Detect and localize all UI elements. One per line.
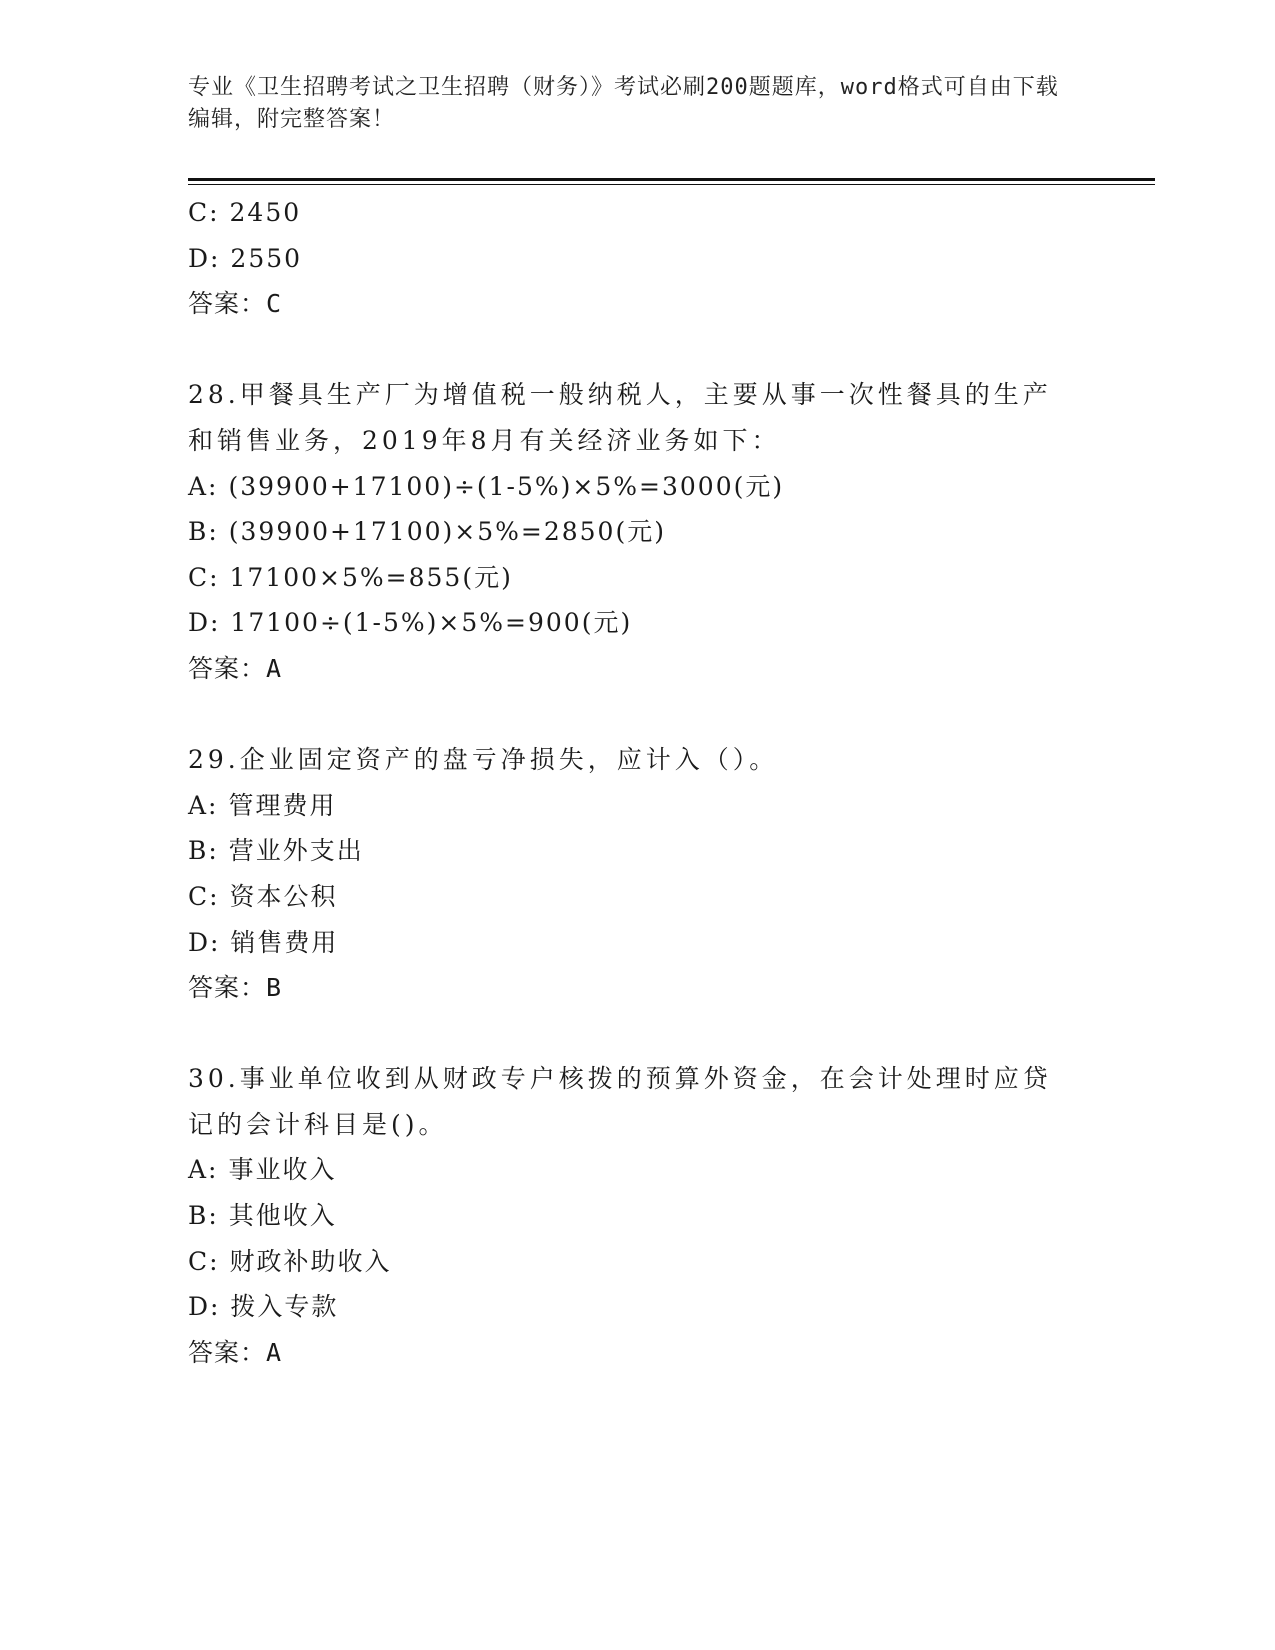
answer-line: 答案：A	[188, 653, 283, 683]
option-line	[188, 464, 1088, 510]
document-header: 专业《卫生招聘考试之卫生招聘（财务）》考试必刷200题题库，word格式可自由下载编辑，附完整答案！	[188, 75, 1059, 132]
question-text: 29.企业固定资产的盘亏净损失，应计入（）。	[188, 745, 779, 775]
option-key: D:	[188, 927, 221, 957]
option-key: C:	[188, 562, 220, 592]
option-text: 2550	[230, 243, 303, 273]
option-key: B:	[188, 1201, 219, 1231]
option-key: C:	[188, 1246, 220, 1276]
option-key: C:	[188, 198, 220, 227]
question-29	[188, 737, 1088, 1011]
option-line	[188, 874, 1088, 920]
option-text: 财政补助收入	[229, 1246, 392, 1276]
option-line	[188, 1193, 1088, 1239]
option-line	[188, 555, 1088, 601]
option-text: 事业收入	[228, 1155, 337, 1185]
option-text: 17100×5%=855(元)	[229, 562, 513, 592]
option-key: D:	[188, 243, 221, 273]
option-key: C:	[188, 881, 220, 911]
option-text: 2450	[229, 198, 302, 227]
option-key: A:	[188, 1155, 219, 1185]
option-key: B:	[188, 517, 219, 547]
spacer	[188, 1011, 1088, 1057]
question-28	[188, 372, 1088, 691]
option-text: 资本公积	[229, 881, 338, 911]
option-text: 其他收入	[228, 1201, 337, 1231]
option-key: D:	[188, 1292, 221, 1322]
carryover-block	[188, 190, 1088, 327]
question-text: 28.甲餐具生产厂为增值税一般纳税人，主要从事一次性餐具的生产和销售业务，2019年8月有关经济业务如下：	[188, 380, 1052, 455]
question-30	[188, 1056, 1088, 1375]
option-key: A:	[188, 790, 219, 820]
answer-line: 答案：B	[188, 973, 283, 1003]
answer-line: 答案：C	[188, 289, 283, 319]
answer-line: 答案：A	[188, 1337, 283, 1367]
option-text: (39900+17100)×5%=2850(元)	[228, 517, 666, 547]
option-line	[188, 509, 1088, 555]
spacer	[188, 692, 1088, 738]
question-list	[188, 190, 1088, 1375]
option-line	[188, 190, 1088, 236]
option-text: 管理费用	[228, 790, 337, 820]
option-text: 17100÷(1-5%)×5%=900(元)	[230, 608, 633, 638]
option-line	[188, 600, 1088, 646]
option-line	[188, 920, 1088, 966]
question-text: 30.事业单位收到从财政专户核拨的预算外资金，在会计处理时应贷记的会计科目是()。	[188, 1064, 1052, 1139]
option-line	[188, 236, 1088, 282]
option-text: 营业外支出	[228, 836, 364, 866]
option-line	[188, 1147, 1088, 1193]
header-rule-thick	[188, 178, 1155, 181]
option-line	[188, 1284, 1088, 1330]
option-text: 销售费用	[230, 927, 339, 957]
spacer	[188, 327, 1088, 373]
option-text: (39900+17100)÷(1-5%)×5%=3000(元)	[228, 471, 785, 501]
header-rule-thin	[188, 184, 1155, 185]
option-line	[188, 828, 1088, 874]
option-line	[188, 783, 1088, 829]
option-key: D:	[188, 608, 221, 638]
option-key: A:	[188, 471, 219, 501]
option-key: B:	[188, 836, 219, 866]
option-line	[188, 1239, 1088, 1285]
option-text: 拨入专款	[230, 1292, 339, 1322]
